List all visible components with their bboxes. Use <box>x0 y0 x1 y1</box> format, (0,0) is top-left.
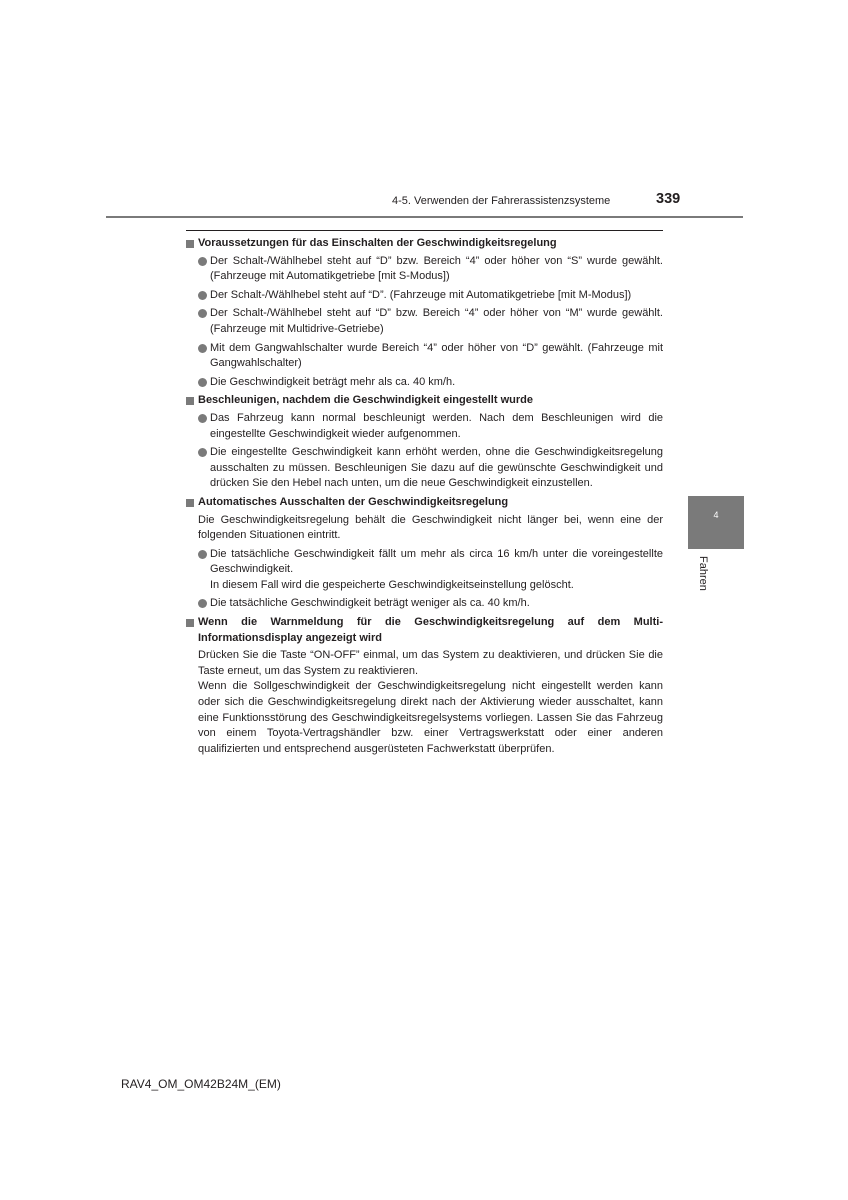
main-content <box>186 236 663 760</box>
section-heading: Beschleunigen, nachdem die Geschwindigkeit eingestellt wurde <box>186 393 663 409</box>
list-item: Die tatsächliche Geschwindigkeit fällt um mehr als circa 16 km/h unter die voreingestellte Geschwindigkeit. In diesem Fall wird die gespeicherte Geschwindigkeitseinstellung gelöscht. <box>186 547 663 594</box>
circle-bullet-icon <box>198 344 207 353</box>
list-item: Die Geschwindigkeit beträgt mehr als ca. 40 km/h. <box>186 375 663 391</box>
section-automatic-cancel <box>186 495 663 612</box>
section-warning-message <box>186 615 663 757</box>
circle-bullet-icon <box>198 257 207 266</box>
list-item: Der Schalt-/Wählhebel steht auf “D” bzw. Bereich “4” oder höher von “S” wurde gewählt. (Fahrzeuge mit Automatikgetriebe [mit S-Modus]) <box>186 254 663 285</box>
section-activation-conditions <box>186 236 663 390</box>
page-number: 339 <box>656 191 681 207</box>
chapter-tab <box>688 496 744 549</box>
header-rule <box>106 216 743 218</box>
square-bullet-icon <box>186 619 194 627</box>
section-heading: Automatisches Ausschalten der Geschwindigkeitsregelung <box>186 495 663 511</box>
list-item: Die eingestellte Geschwindigkeit kann erhöht werden, ohne die Geschwindigkeitsregelung ausschalten zu müssen. Beschleunigen Sie dazu auf die gewünschte Geschwindigkeit und drücken Sie den Hebel nach unten, um die neue Geschwindigkeit einzustellen. <box>186 445 663 492</box>
running-header-title: 4-5. Verwenden der Fahrerassistenzsysteme <box>392 195 611 207</box>
chapter-label: Fahren <box>697 556 709 591</box>
section-intro: Die Geschwindigkeitsregelung behält die Geschwindigkeit nicht länger bei, wenn eine der folgenden Situationen eintritt. <box>198 513 663 542</box>
list-item: Mit dem Gangwahlschalter wurde Bereich “4” oder höher von “D” gewählt. (Fahrzeuge mit Gangwahlschalter) <box>186 341 663 372</box>
list-item: Der Schalt-/Wählhebel steht auf “D” bzw. Bereich “4” oder höher von “M” wurde gewählt. (Fahrzeuge mit Multidrive-Getriebe) <box>186 306 663 337</box>
section-acceleration <box>186 393 663 492</box>
circle-bullet-icon <box>198 448 207 457</box>
circle-bullet-icon <box>198 291 207 300</box>
circle-bullet-icon <box>198 599 207 608</box>
circle-bullet-icon <box>198 414 207 423</box>
section-heading: Voraussetzungen für das Einschalten der Geschwindigkeitsregelung <box>186 236 663 252</box>
list-item: Das Fahrzeug kann normal beschleunigt werden. Nach dem Beschleunigen wird die eingestellte Geschwindigkeit wieder aufgenommen. <box>186 411 663 442</box>
section-heading: Wenn die Warnmeldung für die Geschwindigkeitsregelung auf dem Multi-Informationsdisplay angezeigt wird <box>186 615 663 646</box>
paragraph: Wenn die Sollgeschwindigkeit der Geschwindigkeitsregelung nicht eingestellt werden kann oder sich die Geschwindigkeitsregelung direkt nach der Aktivierung wieder ausschaltet, kann eine Funktionsstörung des Geschwindigkeitsregelsystems vorliegen. Lassen Sie das Fahrzeug von einem Toyota-Vertragshändler bzw. einer Vertragswerkstatt oder einer anderen qualifizierten und entsprechend ausgerüsteten Fachwerkstatt überprüfen. <box>198 680 663 755</box>
square-bullet-icon <box>186 397 194 405</box>
list-item-note: In diesem Fall wird die gespeicherte Geschwindigkeitseinstellung gelöscht. <box>210 578 574 591</box>
list-item: Der Schalt-/Wählhebel steht auf “D”. (Fahrzeuge mit Automatikgetriebe [mit M-Modus]) <box>186 288 663 304</box>
footer-code: RAV4_OM_OM42B24M_(EM) <box>121 1077 281 1091</box>
paragraph: Drücken Sie die Taste “ON-OFF” einmal, um das System zu deaktivieren, und drücken Sie die Taste erneut, um das System zu reaktivieren. <box>198 649 663 677</box>
circle-bullet-icon <box>198 550 207 559</box>
circle-bullet-icon <box>198 309 207 318</box>
square-bullet-icon <box>186 240 194 248</box>
chapter-number: 4 <box>713 510 719 520</box>
list-item: Die tatsächliche Geschwindigkeit beträgt weniger als ca. 40 km/h. <box>186 596 663 612</box>
circle-bullet-icon <box>198 378 207 387</box>
square-bullet-icon <box>186 499 194 507</box>
content-top-rule <box>186 230 663 231</box>
